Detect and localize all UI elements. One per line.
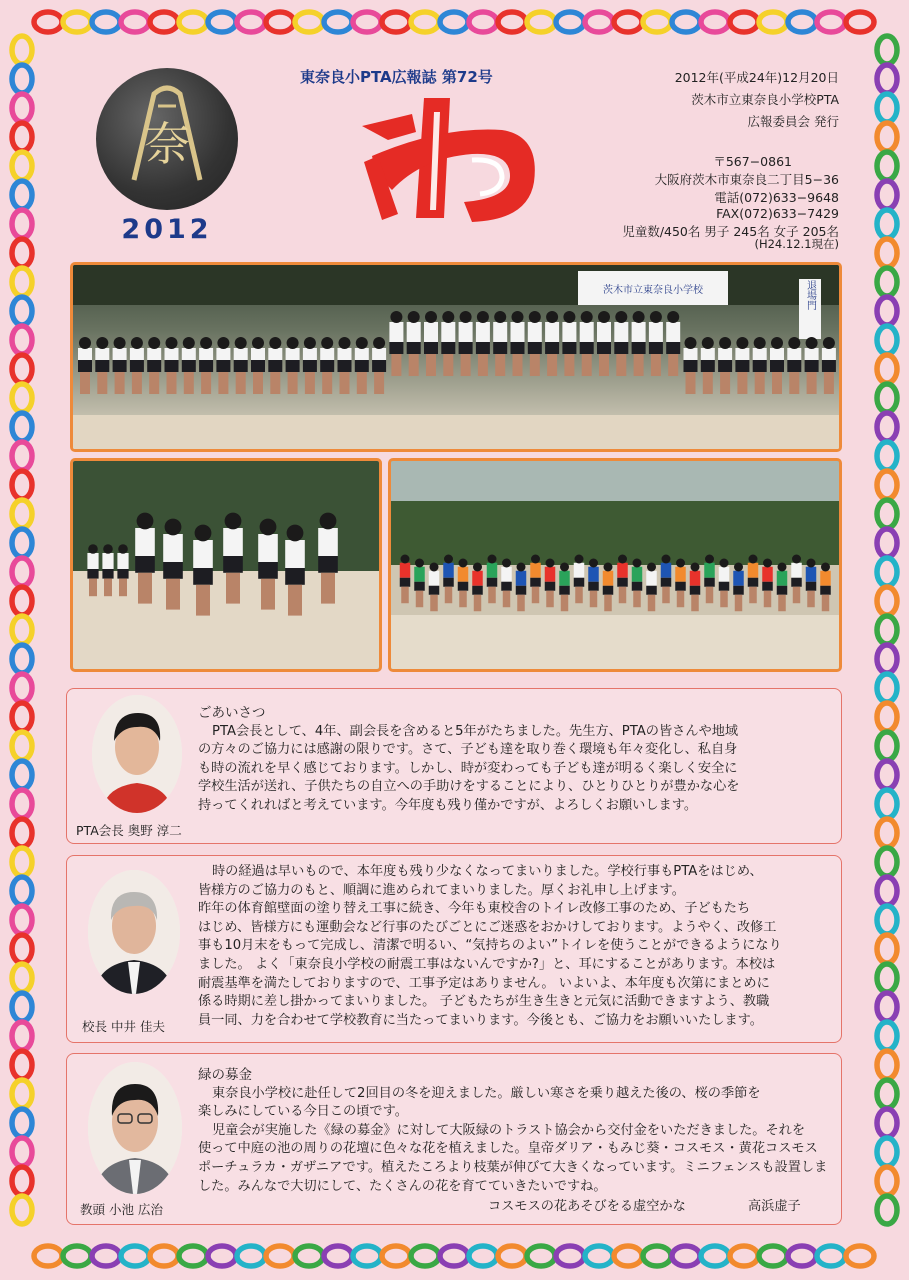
count-date: (H24.12.1現在): [754, 237, 839, 251]
student-figure: [770, 337, 784, 394]
postal-code: 〒567−0861: [713, 154, 792, 169]
chain-ring: [527, 1246, 555, 1266]
school-emblem: [96, 68, 238, 210]
chain-ring: [877, 210, 897, 238]
publisher: 広報委員会 発行: [747, 114, 839, 129]
principal-line: 時の経過は早いもので、本年度も残り少なくなってまいりました。学校行事もPTAをはじめ、: [212, 864, 763, 879]
chain-ring: [12, 616, 32, 644]
chain-ring: [701, 12, 729, 32]
student-figure: [268, 337, 282, 394]
chain-ring: [498, 12, 526, 32]
magazine-title: 東奈良小PTA広報誌 第72号: [300, 68, 493, 86]
chain-ring: [121, 12, 149, 32]
chain-ring: [150, 1246, 178, 1266]
student-figure: [735, 337, 749, 394]
fax: FAX(072)633−7429: [716, 206, 839, 221]
sports-day-photo-dance: [70, 458, 382, 672]
chain-ring: [877, 239, 897, 267]
greeting-line: の方々のご協力には感謝の限りです。さて、子ども達を取り巻く環境も年々変化し、私自身: [198, 742, 738, 758]
student-figure: [787, 337, 801, 394]
chain-ring: [877, 732, 897, 760]
chain-ring: [877, 36, 897, 64]
chain-ring: [877, 877, 897, 905]
chain-ring: [498, 1246, 526, 1266]
chain-ring: [150, 12, 178, 32]
emblem-icon: [96, 68, 238, 210]
chain-ring: [12, 1167, 32, 1195]
green-fund-line: 楽しみにしている今日この頃です。: [198, 1104, 408, 1120]
chain-ring: [12, 1051, 32, 1079]
chain-ring: [12, 355, 32, 383]
chain-ring: [877, 906, 897, 934]
chain-ring: [324, 12, 352, 32]
principal-line: 皆様方のご協力のもと、順調に進められてまいりました。厚くお礼申し上げます。: [198, 882, 685, 898]
chain-ring: [877, 413, 897, 441]
chain-ring: [237, 12, 265, 32]
chain-ring: [877, 645, 897, 673]
chain-ring: [877, 935, 897, 963]
principal-line: ました。 よく「東奈良小学校の耐震工事はないんですか?」と、耳にすることがあります。本校は: [198, 956, 776, 972]
greeting-line: も時の流れを早く感じております。しかし、時が変わっても子ども達が明るく楽しく安全に: [198, 760, 738, 776]
student-figure: [303, 337, 317, 394]
chain-ring: [295, 12, 323, 32]
student-figure: [78, 337, 92, 394]
green-fund-line: 児童会が実施した《緑の募金》に対して大阪緑のトラスト協会から交付金をいただきました。それを: [212, 1122, 806, 1138]
principal-line: 耐震基準を満たしておりますので、工事予定はありません。 いよいよ、本年度も次第にまとめに: [198, 975, 770, 991]
student-figure: [718, 337, 732, 394]
pta-president-portrait: [92, 695, 182, 813]
chain-ring: [411, 1246, 439, 1266]
svg-text:奈: 奈: [144, 117, 190, 171]
student-figure: [130, 337, 144, 394]
greeting-line: 持ってくれればと考えています。今年度も残り僅かですが、よろしくお願いします。: [198, 797, 698, 813]
green-fund-line: ポーチュラカ・ガザニアです。植えたころより枝葉が伸びて大きくなっています。ミニフェンスも設置しま: [198, 1159, 828, 1175]
chain-ring: [877, 993, 897, 1021]
chain-ring: [12, 181, 32, 209]
chain-ring: [63, 1246, 91, 1266]
green-fund-line: 東奈良小学校に赴任して2回目の冬を迎えました。厳しい寒さを乗り越えた後の、桜の季節を: [212, 1085, 761, 1101]
student-figure: [95, 337, 109, 394]
chain-ring: [12, 65, 32, 93]
chain-ring: [877, 442, 897, 470]
chain-ring: [12, 790, 32, 818]
chain-ring: [12, 210, 32, 238]
chain-ring: [295, 1246, 323, 1266]
greeting-line: 学校生活が送れ、子供たちの自立への手助けをすることにより、ひとりひとりが豊かな心を: [198, 779, 740, 795]
chain-ring: [877, 1051, 897, 1079]
photo-students-line: [73, 265, 839, 449]
person-portrait-icon: [92, 695, 182, 813]
green-fund-text: [198, 1066, 827, 1196]
exit-sign-text: 退場門: [804, 280, 816, 310]
chain-ring: [469, 1246, 497, 1266]
chain-ring: [788, 12, 816, 32]
student-figure: [805, 337, 819, 394]
chain-ring: [411, 12, 439, 32]
chain-ring: [877, 1167, 897, 1195]
chain-ring: [817, 12, 845, 32]
green-fund-heading: 緑の募金: [198, 1067, 252, 1083]
chain-ring: [877, 1109, 897, 1137]
principal-text: [198, 863, 782, 1030]
chain-ring: [672, 1246, 700, 1266]
principal-line: はじめ、皆様方にも運動会など行事のたびごとにご迷惑をおかけしております。ようやく、改修工: [198, 919, 777, 935]
chain-ring: [877, 587, 897, 615]
chain-ring: [440, 12, 468, 32]
chain-ring: [12, 152, 32, 180]
chain-ring: [324, 1246, 352, 1266]
chain-ring: [877, 616, 897, 644]
student-figure: [753, 337, 767, 394]
student-figure: [147, 337, 161, 394]
wa-title-logo: [352, 96, 542, 226]
student-figure: [684, 337, 698, 394]
chain-ring: [34, 1246, 62, 1266]
greeting-text: [198, 704, 739, 816]
chain-ring: [817, 1246, 845, 1266]
chain-ring: [12, 500, 32, 528]
student-figure: [320, 337, 334, 394]
principal-line: 員一同、力を合わせて学校教育に当たってまいります。今後とも、ご協力をお願いいたします。: [198, 1012, 763, 1028]
chain-ring: [877, 181, 897, 209]
chain-ring: [12, 1109, 32, 1137]
student-figure: [338, 337, 352, 394]
chain-ring: [12, 703, 32, 731]
chain-ring: [12, 413, 32, 441]
pta-president-caption: PTA会長 奥野 淳二: [76, 823, 182, 838]
chain-ring: [877, 848, 897, 876]
chain-ring: [382, 1246, 410, 1266]
vice-principal-caption: 教頭 小池 広治: [80, 1202, 163, 1217]
chain-ring: [12, 645, 32, 673]
chain-ring: [759, 12, 787, 32]
chain-ring: [556, 12, 584, 32]
chain-ring: [12, 326, 32, 354]
chain-ring: [643, 12, 671, 32]
chain-ring: [672, 12, 700, 32]
student-figure: [355, 337, 369, 394]
chain-ring: [34, 12, 62, 32]
chain-ring: [12, 1022, 32, 1050]
chain-ring: [877, 790, 897, 818]
principal-line: 昨年の体育館壁面の塗り替え工事に続き、今年も東校舎のトイレ改修工事のため、子どもたち: [198, 901, 751, 917]
chain-ring: [179, 1246, 207, 1266]
chain-ring: [12, 761, 32, 789]
chain-ring: [877, 152, 897, 180]
chain-ring: [12, 239, 32, 267]
chain-ring: [877, 558, 897, 586]
chain-ring: [877, 529, 897, 557]
chain-ring: [877, 674, 897, 702]
chain-ring: [92, 1246, 120, 1266]
chain-ring: [12, 558, 32, 586]
principal-line: 事も10月末をもって完成し、清潔で明るい、“気持ちのよい”トイレを使うことができるようになり: [198, 938, 782, 954]
student-figure: [251, 337, 265, 394]
photo-students-dancing: [73, 461, 379, 669]
chain-ring: [237, 1246, 265, 1266]
chain-ring: [846, 12, 874, 32]
student-figure: [234, 337, 248, 394]
principal-portrait: [88, 870, 180, 994]
chain-ring: [877, 1022, 897, 1050]
student-figure: [701, 337, 715, 394]
chain-ring: [12, 964, 32, 992]
chain-ring: [846, 1246, 874, 1266]
student-count: 児童数/450名 男子 245名 女子 205名: [622, 224, 839, 239]
student-figure: [165, 337, 179, 394]
haiku: コスモスの花あそびをる虚空かな: [488, 1199, 686, 1214]
address: 大阪府茨木市東奈良二丁目5−36: [654, 172, 839, 187]
student-figure: [182, 337, 196, 394]
chain-ring: [12, 471, 32, 499]
student-figure: [286, 337, 300, 394]
chain-ring: [12, 36, 32, 64]
principal-caption: 校長 中井 佳夫: [82, 1019, 165, 1034]
green-fund-line: 使って中庭の池の周りの花壇に色々な花を植えました。皇帝ダリア・もみじ葵・コスモス・黄花コスモス: [198, 1141, 818, 1157]
chain-ring: [877, 326, 897, 354]
chain-ring: [877, 123, 897, 151]
sports-day-photo-line: [70, 262, 842, 452]
person-portrait-icon: [88, 870, 180, 994]
greeting-heading: ごあいさつ: [198, 705, 266, 721]
school-name: 茨木市立東奈良小学校PTA: [691, 92, 839, 107]
banner-sign-text: 茨木市立東奈良小学校: [603, 285, 703, 296]
chain-ring: [556, 1246, 584, 1266]
chain-ring: [12, 442, 32, 470]
chain-ring: [12, 674, 32, 702]
chain-ring: [614, 1246, 642, 1266]
chain-ring: [877, 65, 897, 93]
student-figure: [372, 337, 386, 394]
chain-ring: [877, 703, 897, 731]
issue-date: 2012年(平成24年)12月20日: [674, 70, 839, 85]
chain-ring: [469, 12, 497, 32]
chain-ring: [12, 268, 32, 296]
chain-ring: [877, 94, 897, 122]
chain-ring: [877, 355, 897, 383]
chain-ring: [12, 935, 32, 963]
chain-ring: [877, 964, 897, 992]
chain-ring: [12, 587, 32, 615]
chain-ring: [353, 1246, 381, 1266]
principal-line: 係る時期に差し掛かってまいりました。 子どもたちが生き生きと元気に活動できますよう、教職: [198, 994, 770, 1010]
chain-ring: [643, 1246, 671, 1266]
chain-ring: [877, 761, 897, 789]
person-portrait-icon: [88, 1062, 182, 1194]
student-figure: [113, 337, 127, 394]
chain-ring: [12, 877, 32, 905]
green-fund-line: した。みんなで大切にして、たくさんの花を育てていきたいですね。: [198, 1178, 607, 1194]
chain-ring: [382, 12, 410, 32]
student-figure: [822, 337, 836, 394]
chain-ring: [12, 529, 32, 557]
chain-ring: [12, 297, 32, 325]
chain-ring: [877, 384, 897, 412]
student-figure: [216, 337, 230, 394]
chain-ring: [12, 819, 32, 847]
vice-principal-portrait: [88, 1062, 182, 1194]
chain-ring: [353, 12, 381, 32]
chain-ring: [788, 1246, 816, 1266]
chain-ring: [121, 1246, 149, 1266]
phone: 電話(072)633−9648: [714, 190, 839, 205]
chain-ring: [877, 819, 897, 847]
chain-ring: [585, 12, 613, 32]
chain-ring: [759, 1246, 787, 1266]
chain-ring: [877, 1196, 897, 1224]
chain-ring: [877, 500, 897, 528]
chain-ring: [701, 1246, 729, 1266]
student-figure: [199, 337, 213, 394]
chain-ring: [179, 12, 207, 32]
chain-ring: [730, 1246, 758, 1266]
chain-ring: [63, 12, 91, 32]
chain-ring: [12, 384, 32, 412]
chain-ring: [12, 1138, 32, 1166]
chain-ring: [877, 297, 897, 325]
chain-ring: [12, 848, 32, 876]
chain-ring: [12, 993, 32, 1021]
chain-ring: [877, 471, 897, 499]
chain-ring: [527, 12, 555, 32]
chain-ring: [12, 732, 32, 760]
chain-ring: [877, 1080, 897, 1108]
chain-ring: [12, 94, 32, 122]
chain-ring: [877, 268, 897, 296]
haiku-author: 高浜虚子: [748, 1199, 801, 1214]
chain-ring: [12, 906, 32, 934]
chain-ring: [730, 12, 758, 32]
chain-ring: [585, 1246, 613, 1266]
chain-ring: [877, 1138, 897, 1166]
photo-field-performance: [391, 461, 839, 669]
sports-day-photo-field: [388, 458, 842, 672]
chain-ring: [614, 12, 642, 32]
chain-ring: [208, 12, 236, 32]
chain-ring: [92, 12, 120, 32]
chain-ring: [440, 1246, 468, 1266]
chain-ring: [266, 12, 294, 32]
emblem-year: 2012: [121, 214, 213, 245]
chain-ring: [208, 1246, 236, 1266]
greeting-line: PTA会長として、4年、副会長を含めると5年がたちました。先生方、PTAの皆さんや地域: [212, 723, 739, 739]
chain-ring: [266, 1246, 294, 1266]
chain-ring: [12, 1080, 32, 1108]
chain-ring: [12, 123, 32, 151]
chain-ring: [12, 1196, 32, 1224]
